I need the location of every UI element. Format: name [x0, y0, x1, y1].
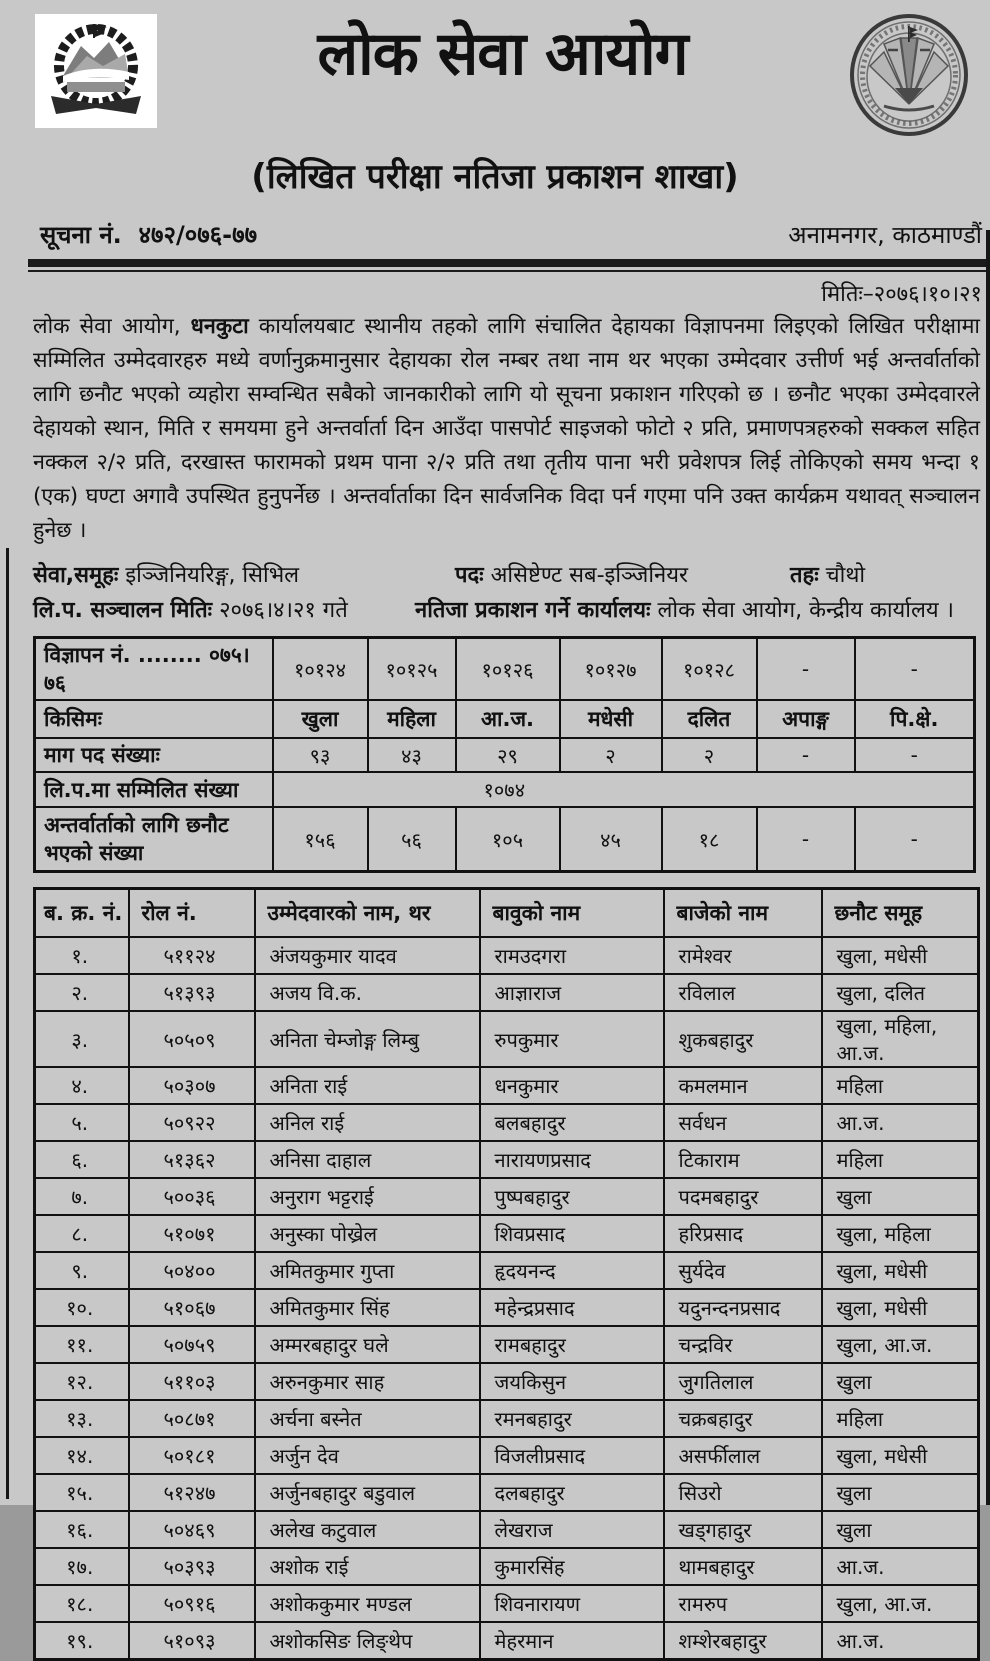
summary-cell: १०१२४	[273, 638, 368, 701]
candidates-table	[33, 887, 980, 1661]
candidate-selection-group: खुला	[822, 1474, 979, 1511]
summary-cell: अपाङ्ग	[757, 700, 855, 738]
summary-cell: ९३	[273, 738, 368, 772]
candidate-grandfather-name: रामरुप	[664, 1585, 822, 1622]
candidate-selection-group: आ.ज.	[822, 1622, 979, 1660]
candidate-selection-group: महिला	[822, 1141, 979, 1178]
candidates-column-header: ब. क्र. नं.	[35, 889, 129, 938]
level	[790, 558, 980, 593]
candidate-selection-group: खुला	[822, 1511, 979, 1548]
candidate-selection-group: खुला, मधेसी	[822, 1437, 979, 1474]
candidate-name: अमितकुमार सिंह	[255, 1289, 480, 1326]
service-group-label: सेवा,समूहः	[33, 563, 119, 588]
candidate-roll: ५००३६	[129, 1178, 255, 1215]
notice-row	[40, 218, 982, 251]
scan-edge-artifact-right	[986, 230, 990, 1505]
candidate-name: अशोक राई	[255, 1548, 480, 1585]
candidate-row	[35, 1104, 979, 1141]
candidate-selection-group: खुला, मधेसी	[822, 1252, 979, 1289]
candidate-roll: ५११२४	[129, 937, 255, 974]
candidate-name: अशोककुमार मण्डल	[255, 1585, 480, 1622]
candidate-father-name: जयकिसुन	[480, 1363, 664, 1400]
summary-row	[35, 738, 975, 772]
candidate-roll: ५०९२२	[129, 1104, 255, 1141]
summary-cell: दलित	[662, 700, 757, 738]
candidate-selection-group: खुला, दलित	[822, 974, 979, 1011]
candidate-row	[35, 1067, 979, 1104]
summary-cell: ४५	[560, 807, 662, 872]
candidate-roll: ५१३९३	[129, 974, 255, 1011]
candidates-table-body	[35, 937, 979, 1660]
service-info-line2	[33, 593, 980, 628]
summary-cell: २	[560, 738, 662, 772]
summary-cell: -	[757, 738, 855, 772]
summary-cell: पि.क्षे.	[855, 700, 975, 738]
candidate-roll: ५०७५९	[129, 1326, 255, 1363]
candidate-name: अर्जुन देव	[255, 1437, 480, 1474]
office-name-bold: धनकुटा	[190, 314, 249, 339]
candidate-row	[35, 1011, 979, 1067]
page-title: लोक सेवा आयोग	[317, 19, 688, 89]
candidate-selection-group: महिला	[822, 1067, 979, 1104]
candidate-name: अनिल राई	[255, 1104, 480, 1141]
candidate-name: अनिसा दाहाल	[255, 1141, 480, 1178]
candidate-father-name: दलबहादुर	[480, 1474, 664, 1511]
notice-number	[40, 218, 257, 251]
candidate-name: अनिता राई	[255, 1067, 480, 1104]
candidates-column-header: उम्मेदवारको नाम, थर	[255, 889, 480, 938]
paragraph-prefix: लोक सेवा आयोग,	[33, 314, 191, 339]
candidate-row	[35, 937, 979, 974]
nepal-emblem-graphic	[37, 16, 155, 126]
summary-row	[35, 807, 975, 872]
candidate-father-name: आज्ञाराज	[480, 974, 664, 1011]
candidate-roll: ५११०३	[129, 1363, 255, 1400]
candidate-serial: १८.	[35, 1585, 129, 1622]
candidate-grandfather-name: जुगतिलाल	[664, 1363, 822, 1400]
service-info-block	[33, 558, 980, 628]
scan-edge-artifact-left	[6, 548, 9, 1499]
candidate-father-name: बलबहादुर	[480, 1104, 664, 1141]
candidate-serial: १९.	[35, 1622, 129, 1660]
candidate-name: अलेख कटुवाल	[255, 1511, 480, 1548]
summary-cell: मधेसी	[560, 700, 662, 738]
candidate-name: अशोकसिङ लिङ्थेप	[255, 1622, 480, 1660]
candidate-serial: ४.	[35, 1067, 129, 1104]
exam-date-label: लि.प. सञ्चालन मितिः	[33, 598, 213, 623]
publisher-label: नतिजा प्रकाशन गर्ने कार्यालयः	[415, 598, 651, 623]
candidate-serial: ११.	[35, 1326, 129, 1363]
divider-thick-bar	[28, 259, 990, 267]
candidate-grandfather-name: पदमबहादुर	[664, 1178, 822, 1215]
summary-row-label: अन्तर्वार्ताको लागि छनौट भएको संख्या	[35, 807, 273, 872]
service-info-line1	[33, 558, 980, 593]
candidate-roll: ५१२४७	[129, 1474, 255, 1511]
candidate-row	[35, 1585, 979, 1622]
summary-cell: -	[855, 638, 975, 701]
candidate-row	[35, 1363, 979, 1400]
candidate-father-name: रामउदगरा	[480, 937, 664, 974]
summary-cell: २९	[456, 738, 560, 772]
candidate-selection-group: खुला	[822, 1363, 979, 1400]
candidate-selection-group: खुला, मधेसी	[822, 937, 979, 974]
psc-seal-icon	[848, 14, 970, 136]
summary-cell: -	[757, 638, 855, 701]
candidate-serial: १७.	[35, 1548, 129, 1585]
candidate-father-name: कुमारसिंह	[480, 1548, 664, 1585]
page-subtitle: (लिखित परीक्षा नतिजा प्रकाशन शाखा)	[251, 157, 739, 197]
summary-cell: महिला	[368, 700, 456, 738]
candidate-grandfather-name: सुर्यदेव	[664, 1252, 822, 1289]
summary-cell: -	[757, 807, 855, 872]
candidate-grandfather-name: कमलमान	[664, 1067, 822, 1104]
candidate-row	[35, 1289, 979, 1326]
publisher-value: लोक सेवा आयोग, केन्द्रीय कार्यालय ।	[657, 598, 954, 623]
summary-cell: ४३	[368, 738, 456, 772]
candidate-father-name: मेहरमान	[480, 1622, 664, 1660]
summary-cell: १०१२८	[662, 638, 757, 701]
candidate-row	[35, 1474, 979, 1511]
candidates-column-header: बावुको नाम	[480, 889, 664, 938]
paragraph-rest: कार्यालयबाट स्थानीय तहको लागि संचालित देहायका विज्ञापनमा लिइएको लिखित परीक्षामा सम्मिलित उम्मेदवारहरु मध्ये वर्णानुक्रमानुसार देहायका रोल नम्बर तथा नाम थर भएका उम्मेदवार उत्तीर्ण भई अन्तर्वार्ताको लागि छनौट भएको व्यहोरा सम्वन्धित सबैको जानकारीको लागि यो सूचना प्रकाशन गरिएको छ । छनौट भएका उम्मेदवारले देहायको स्थान, मिति र समयमा हुने अन्तर्वार्ता दिन आउँदा पासपोर्ट साइजको फोटो २ प्रति, प्रमाणपत्रहरुको सक्कल सहित नक्कल २/२ प्रति, दरखास्त फारामको प्रथम पाना २/२ प्रति तथा तृतीय पाना भरी प्रवेशपत्र लिई तोकिएको समय भन्दा १ (एक) घण्टा अगावै उपस्थित हुनुपर्नेछ । अन्तर्वार्ताका दिन सार्वजनिक विदा पर्न गएमा पनि उक्त कार्यक्रम यथावत् सञ्चालन हुनेछ ।	[33, 314, 980, 543]
summary-cell: १५६	[273, 807, 368, 872]
summary-row-label: माग पद संख्याः	[35, 738, 273, 772]
candidate-row	[35, 1437, 979, 1474]
summary-row	[35, 638, 975, 701]
candidate-roll: ५०५०९	[129, 1011, 255, 1067]
candidate-father-name: शिवप्रसाद	[480, 1215, 664, 1252]
candidate-row	[35, 1400, 979, 1437]
candidate-row	[35, 1141, 979, 1178]
candidate-father-name: पुष्पबहादुर	[480, 1178, 664, 1215]
level-value: चौथो	[825, 563, 866, 588]
summary-cell: १०१२६	[456, 638, 560, 701]
candidate-father-name: महेन्द्रप्रसाद	[480, 1289, 664, 1326]
publisher-office	[415, 593, 980, 628]
post-label: पदः	[455, 563, 484, 588]
candidate-serial: १५.	[35, 1474, 129, 1511]
summary-cell: खुला	[273, 700, 368, 738]
summary-row-label: लि.प.मा सम्मिलित संख्या	[35, 772, 273, 807]
level-label: तहः	[790, 563, 819, 588]
candidate-serial: ३.	[35, 1011, 129, 1067]
candidate-roll: ५१०७१	[129, 1215, 255, 1252]
candidate-serial: १०.	[35, 1289, 129, 1326]
candidate-grandfather-name: शुकबहादुर	[664, 1011, 822, 1067]
candidate-roll: ५०४००	[129, 1252, 255, 1289]
candidate-name: अनुराग भट्टराई	[255, 1178, 480, 1215]
candidate-roll: ५१०९३	[129, 1622, 255, 1660]
candidate-grandfather-name: हरिप्रसाद	[664, 1215, 822, 1252]
date-line: मितिः–२०७६।१०।२१	[821, 282, 982, 307]
candidate-row	[35, 1548, 979, 1585]
candidate-grandfather-name: खड्गहादुर	[664, 1511, 822, 1548]
candidate-serial: ७.	[35, 1178, 129, 1215]
candidate-name: अनिता चेम्जोङ्ग लिम्बु	[255, 1011, 480, 1067]
divider-rule	[28, 259, 990, 272]
candidate-father-name: लेखराज	[480, 1511, 664, 1548]
exam-date	[33, 593, 415, 628]
candidate-selection-group: खुला, महिला, आ.ज.	[822, 1011, 979, 1067]
advertisement-summary-table	[33, 636, 976, 873]
summary-row	[35, 700, 975, 738]
summary-cell: १०१२७	[560, 638, 662, 701]
candidate-grandfather-name: यदुनन्दनप्रसाद	[664, 1289, 822, 1326]
summary-cell: -	[855, 738, 975, 772]
summary-cell: -	[855, 807, 975, 872]
candidate-selection-group: आ.ज.	[822, 1548, 979, 1585]
candidate-grandfather-name: रविलाल	[664, 974, 822, 1011]
candidate-row	[35, 1252, 979, 1289]
candidate-roll: ५०१८१	[129, 1437, 255, 1474]
candidate-row	[35, 1622, 979, 1660]
candidate-grandfather-name: सिउरो	[664, 1474, 822, 1511]
candidate-roll: ५१०६७	[129, 1289, 255, 1326]
candidate-name: अर्जुनबहादुर बडुवाल	[255, 1474, 480, 1511]
service-group	[33, 558, 455, 593]
candidate-serial: १२.	[35, 1363, 129, 1400]
summary-cell: २	[662, 738, 757, 772]
candidate-roll: ५०८७१	[129, 1400, 255, 1437]
candidate-name: अर्चना बस्नेत	[255, 1400, 480, 1437]
header	[0, 14, 990, 136]
candidate-selection-group: खुला, आ.ज.	[822, 1326, 979, 1363]
candidate-row	[35, 1178, 979, 1215]
candidate-selection-group: आ.ज.	[822, 1104, 979, 1141]
candidate-serial: २.	[35, 974, 129, 1011]
candidates-column-header: रोल नं.	[129, 889, 255, 938]
candidate-name: अम्मरबहादुर घले	[255, 1326, 480, 1363]
candidate-row	[35, 1215, 979, 1252]
psc-seal-graphic	[848, 14, 970, 136]
candidate-father-name: धनकुमार	[480, 1067, 664, 1104]
summary-table-body	[35, 638, 975, 872]
candidate-selection-group: खुला, आ.ज.	[822, 1585, 979, 1622]
notice-number-label: सूचना नं.	[40, 221, 122, 249]
notice-number-value: ४७२/०७६-७७	[138, 221, 258, 249]
candidate-roll: ५१३६२	[129, 1141, 255, 1178]
candidate-grandfather-name: चक्रबहादुर	[664, 1400, 822, 1437]
candidates-column-header: छनौट समूह	[822, 889, 979, 938]
candidate-father-name: नारायणप्रसाद	[480, 1141, 664, 1178]
candidate-father-name: रुपकुमार	[480, 1011, 664, 1067]
candidate-selection-group: खुला, मधेसी	[822, 1289, 979, 1326]
candidate-grandfather-name: रामेश्वर	[664, 937, 822, 974]
candidate-selection-group: महिला	[822, 1400, 979, 1437]
summary-row	[35, 772, 975, 807]
candidate-serial: ९.	[35, 1252, 129, 1289]
candidate-selection-group: खुला, महिला	[822, 1215, 979, 1252]
exam-date-value: २०७६।४।२१ गते	[219, 598, 348, 623]
service-group-value: इञ्जिनियरिङ्ग, सिभिल	[125, 563, 300, 588]
summary-cell: १८	[662, 807, 757, 872]
post-value: असिष्टेण्ट सब-इञ्जिनियर	[490, 563, 689, 588]
summary-cell: ५६	[368, 807, 456, 872]
summary-row-label: किसिमः	[35, 700, 273, 738]
candidate-roll: ५०९१६	[129, 1585, 255, 1622]
candidate-name: अजय वि.क.	[255, 974, 480, 1011]
candidate-name: अमितकुमार गुप्ता	[255, 1252, 480, 1289]
candidate-row	[35, 1326, 979, 1363]
candidate-father-name: रामबहादुर	[480, 1326, 664, 1363]
candidate-row	[35, 1511, 979, 1548]
candidate-father-name: रमनबहादुर	[480, 1400, 664, 1437]
candidate-serial: १.	[35, 937, 129, 974]
candidate-grandfather-name: असर्फीलाल	[664, 1437, 822, 1474]
candidates-column-header: बाजेको नाम	[664, 889, 822, 938]
candidate-grandfather-name: थामबहादुर	[664, 1548, 822, 1585]
candidate-grandfather-name: चन्द्रविर	[664, 1326, 822, 1363]
candidate-roll: ५०३९३	[129, 1548, 255, 1585]
summary-cell: आ.ज.	[456, 700, 560, 738]
summary-row-label: विज्ञापन नं. ........ ०७५।७६	[35, 638, 273, 701]
nepal-coat-of-arms-icon	[35, 14, 157, 128]
candidate-grandfather-name: सर्वधन	[664, 1104, 822, 1141]
candidate-name: अरुनकुमार साह	[255, 1363, 480, 1400]
candidate-father-name: हृदयनन्द	[480, 1252, 664, 1289]
summary-cell: १०५	[456, 807, 560, 872]
notice-paragraph	[33, 310, 980, 548]
candidate-serial: ६.	[35, 1141, 129, 1178]
summary-span-value: १०७४	[273, 772, 975, 807]
candidate-roll: ५०४६९	[129, 1511, 255, 1548]
candidate-serial: १४.	[35, 1437, 129, 1474]
post	[455, 558, 790, 593]
candidate-selection-group: खुला	[822, 1178, 979, 1215]
candidate-serial: ५.	[35, 1104, 129, 1141]
candidate-father-name: विजलीप्रसाद	[480, 1437, 664, 1474]
divider-thin-bar	[28, 270, 990, 272]
candidate-serial: ८.	[35, 1215, 129, 1252]
candidate-serial: १३.	[35, 1400, 129, 1437]
candidate-grandfather-name: शम्शेरबहादुर	[664, 1622, 822, 1660]
candidate-grandfather-name: टिकाराम	[664, 1141, 822, 1178]
candidate-name: अनुस्का पोख्रेल	[255, 1215, 480, 1252]
candidate-name: अंजयकुमार यादव	[255, 937, 480, 974]
location-text: अनामनगर, काठमाण्डौं	[788, 221, 982, 249]
candidates-header-row	[35, 889, 979, 938]
candidate-row	[35, 974, 979, 1011]
candidate-serial: १६.	[35, 1511, 129, 1548]
candidate-roll: ५०३०७	[129, 1067, 255, 1104]
candidate-father-name: शिवनारायण	[480, 1585, 664, 1622]
summary-cell: १०१२५	[368, 638, 456, 701]
